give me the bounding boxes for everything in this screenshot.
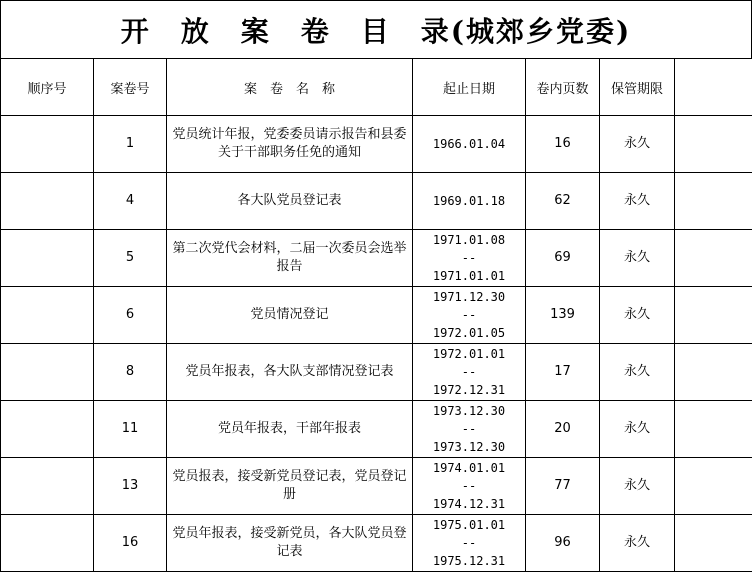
table-row — [1, 344, 752, 401]
date-start: 1971.01.08 — [432, 233, 506, 247]
cell-volume-no: 11 — [94, 401, 167, 458]
cell-page-count: 17 — [526, 344, 600, 401]
date-start: 1971.12.30 — [432, 290, 506, 304]
cell-volume-no: 4 — [94, 173, 167, 230]
cell-date-range — [413, 344, 526, 401]
cell-retention: 永久 — [600, 401, 675, 458]
cell-volume-no: 1 — [94, 116, 167, 173]
cell-blank — [675, 458, 752, 515]
cell-retention: 永久 — [600, 287, 675, 344]
cell-page-count: 139 — [526, 287, 600, 344]
cell-seq — [1, 230, 94, 287]
cell-volume-no: 5 — [94, 230, 167, 287]
cell-retention: 永久 — [600, 116, 675, 173]
date-end: 1973.12.30 — [432, 440, 506, 454]
date-start: 1975.01.01 — [432, 518, 506, 532]
cell-seq — [1, 287, 94, 344]
table-row — [1, 515, 752, 572]
cell-volume-no: 6 — [94, 287, 167, 344]
page-title: 开 放 案 卷 目 录(城郊乡党委) — [0, 0, 752, 58]
cell-seq — [1, 401, 94, 458]
header-volume-name: 案 卷 名 称 — [167, 59, 413, 116]
header-volume-no: 案卷号 — [94, 59, 167, 116]
table-row — [1, 287, 752, 344]
cell-page-count: 16 — [526, 116, 600, 173]
cell-volume-name: 党员情况登记 — [167, 287, 413, 344]
table-row — [1, 116, 752, 173]
header-seq: 顺序号 — [1, 59, 94, 116]
date-separator: -- — [461, 365, 477, 379]
date-start: 1973.12.30 — [432, 404, 506, 418]
date-end: 1974.12.31 — [432, 497, 506, 511]
cell-retention: 永久 — [600, 230, 675, 287]
date-end: 1975.12.31 — [432, 554, 506, 568]
cell-volume-name: 党员统计年报，党委委员请示报告和县委关于干部职务任免的通知 — [167, 116, 413, 173]
cell-blank — [675, 173, 752, 230]
cell-date-range — [413, 116, 526, 173]
cell-blank — [675, 344, 752, 401]
cell-date-range — [413, 230, 526, 287]
date-separator: -- — [461, 251, 477, 265]
cell-seq — [1, 515, 94, 572]
cell-page-count: 69 — [526, 230, 600, 287]
date-start: 1972.01.01 — [432, 347, 506, 361]
cell-seq — [1, 344, 94, 401]
cell-retention: 永久 — [600, 173, 675, 230]
cell-seq — [1, 116, 94, 173]
date-end: 1972.12.31 — [432, 383, 506, 397]
cell-volume-name: 党员年报表，干部年报表 — [167, 401, 413, 458]
date-separator: -- — [461, 479, 477, 493]
date-start: 1974.01.01 — [432, 461, 506, 475]
date-start: 1966.01.04 — [432, 137, 506, 151]
cell-volume-name: 第二次党代会材料，二届一次委员会选举报告 — [167, 230, 413, 287]
table-row — [1, 230, 752, 287]
cell-date-range — [413, 515, 526, 572]
cell-retention: 永久 — [600, 458, 675, 515]
date-start: 1969.01.18 — [432, 194, 506, 208]
date-separator: -- — [461, 536, 477, 550]
cell-seq — [1, 173, 94, 230]
table-row — [1, 401, 752, 458]
header-blank — [675, 59, 752, 116]
cell-retention: 永久 — [600, 515, 675, 572]
cell-date-range — [413, 458, 526, 515]
cell-blank — [675, 230, 752, 287]
cell-blank — [675, 515, 752, 572]
cell-volume-name: 党员报表，接受新党员登记表，党员登记册 — [167, 458, 413, 515]
header-row — [1, 59, 752, 116]
cell-blank — [675, 401, 752, 458]
cell-page-count: 20 — [526, 401, 600, 458]
cell-page-count: 96 — [526, 515, 600, 572]
cell-page-count: 77 — [526, 458, 600, 515]
table-row — [1, 173, 752, 230]
cell-date-range — [413, 287, 526, 344]
table-row — [1, 458, 752, 515]
date-separator: -- — [461, 308, 477, 322]
header-date-range: 起止日期 — [413, 59, 526, 116]
cell-volume-name: 各大队党员登记表 — [167, 173, 413, 230]
cell-volume-name: 党员年报表，各大队支部情况登记表 — [167, 344, 413, 401]
date-end: 1971.01.01 — [432, 269, 506, 283]
cell-page-count: 62 — [526, 173, 600, 230]
catalog-table — [0, 58, 752, 572]
header-retention: 保管期限 — [600, 59, 675, 116]
header-page-count: 卷内页数 — [526, 59, 600, 116]
cell-seq — [1, 458, 94, 515]
cell-blank — [675, 287, 752, 344]
cell-date-range — [413, 173, 526, 230]
cell-volume-no: 8 — [94, 344, 167, 401]
cell-retention: 永久 — [600, 344, 675, 401]
cell-date-range — [413, 401, 526, 458]
cell-volume-no: 13 — [94, 458, 167, 515]
date-separator: -- — [461, 422, 477, 436]
cell-blank — [675, 116, 752, 173]
cell-volume-no: 16 — [94, 515, 167, 572]
date-end: 1972.01.05 — [432, 326, 506, 340]
cell-volume-name: 党员年报表，接受新党员，各大队党员登记表 — [167, 515, 413, 572]
